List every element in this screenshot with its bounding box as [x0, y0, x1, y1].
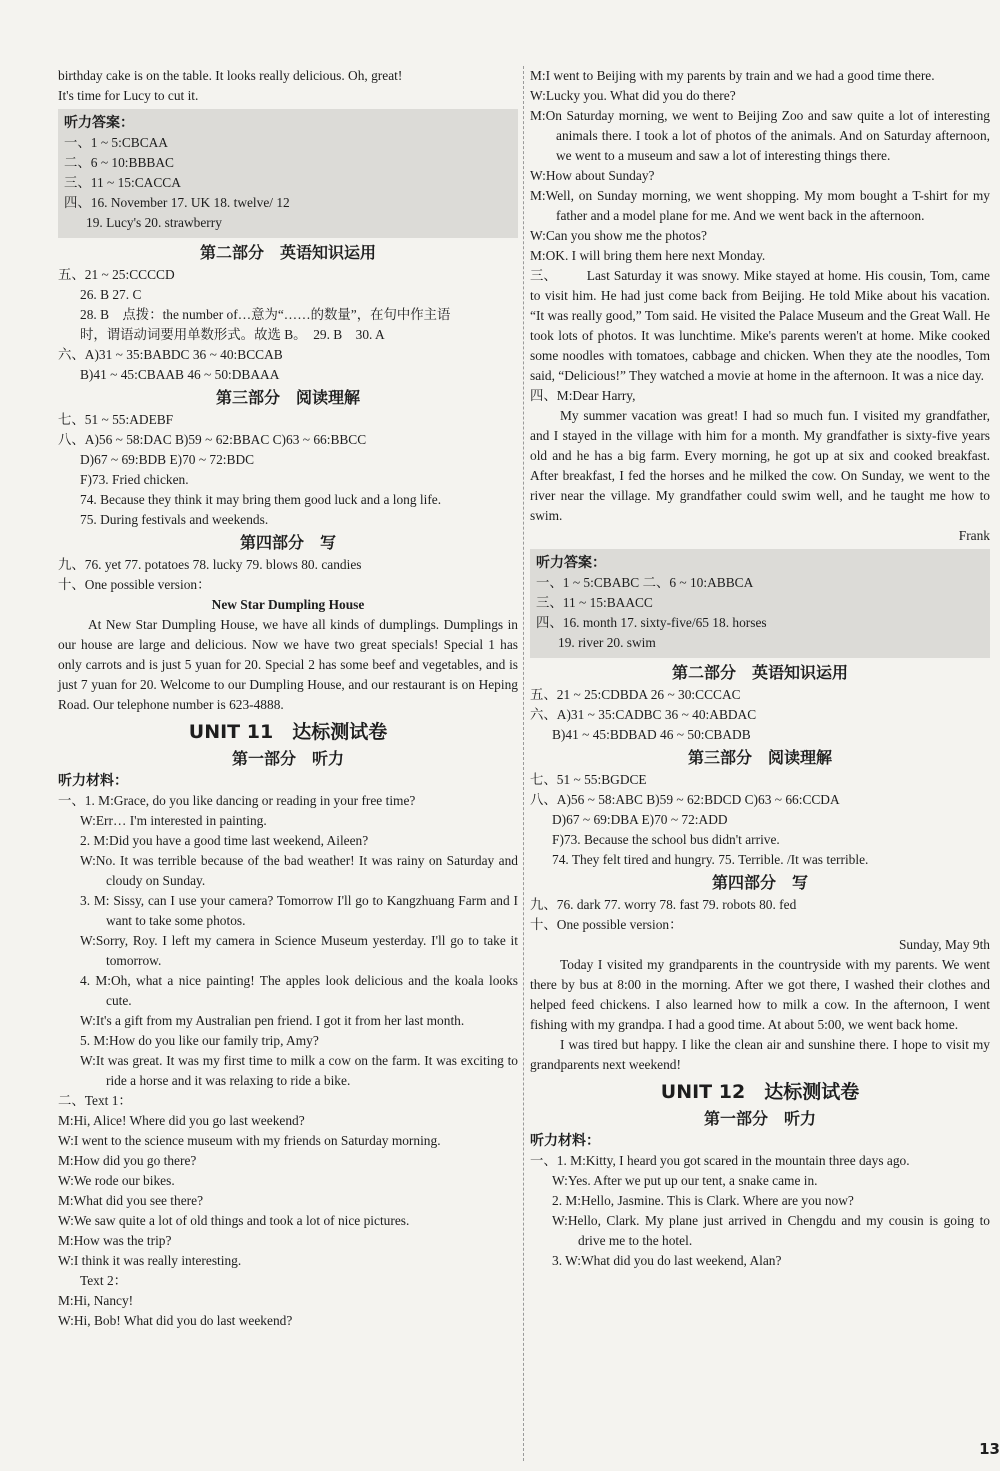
text-label: Text 2： [80, 1273, 128, 1288]
dialogue-line: W:Hi, Bob! What did you do last weekend? [58, 1313, 293, 1328]
dialogue-line: M:What did you see there? [58, 1193, 204, 1208]
essay-paragraph: Today I visited my grandparents in the countryside with my parents. We went there by bus at 8:00 in the morning. After we got there, I washed their clothes and helped feed chickens. I also learned how to milk a cow. In the afternoon, I went fishing with my grandpa. I had a good time. At about 5:00, we went back home. [530, 957, 990, 1032]
answer-line: 二、6 ~ 10:BBBAC [64, 155, 174, 170]
answer-line: 74. Because they think it may bring them good luck and a long life. [80, 492, 442, 507]
dialogue-line: M:How did you go there? [58, 1153, 197, 1168]
letter-signature: Frank [958, 528, 990, 543]
dialogue-line: 5. M:How do you like our family trip, Amy? [80, 1033, 319, 1048]
dialogue-line: 3. M: Sissy, can I use your camera? Tomorrow I'll go to Kangzhuang Farm and I want to take some photos. [80, 893, 518, 928]
answer-line: 一、1 ~ 5:CBCAA [64, 135, 168, 150]
answer-title: 听力答案： [536, 555, 606, 571]
listening-title: 听力材料： [58, 773, 128, 789]
answer-line: F)73. Fried chicken. [80, 472, 189, 487]
dialogue-line: 一、1. M:Kitty, I heard you got scared in the mountain three days ago. [530, 1153, 910, 1168]
text-label: 二、Text 1： [58, 1093, 132, 1108]
dialogue-line: W:I think it was really interesting. [58, 1253, 242, 1268]
dialogue-line: W:Yes. After we put up our tent, a snake came in. [552, 1173, 818, 1188]
page-number: 13 [979, 1440, 1000, 1458]
dialogue-line: M:OK. I will bring them here next Monday. [530, 248, 766, 263]
answer-line: B)41 ~ 45:CBAAB 46 ~ 50:DBAAA [80, 367, 280, 382]
answer-line: 七、51 ~ 55:ADEBF [58, 412, 174, 427]
dialogue-line: W:We saw quite a lot of old things and took a lot of nice pictures. [58, 1213, 410, 1228]
answer-box [530, 549, 990, 658]
dialogue-line: W:No. It was terrible because of the bad weather! It was rainy on Saturday and cloudy on Sunday. [80, 853, 518, 888]
answer-line: 十、One possible version： [58, 577, 211, 592]
answer-line: 时，谓语动词要用单数形式。故选 B。 29. B 30. A [80, 327, 385, 342]
answer-line: D)67 ~ 69:BDB E)70 ~ 72:BDC [80, 452, 255, 467]
answer-line: 19. Lucy's 20. strawberry [86, 215, 222, 230]
answer-line: 十、One possible version： [530, 917, 683, 932]
dialogue-line: 2. M:Did you have a good time last weekend, Aileen? [80, 833, 369, 848]
dialogue-line: W:Sorry, Roy. I left my camera in Science Museum yesterday. I'll go to take it tomorrow. [80, 933, 518, 968]
section-heading: 第三部分 阅读理解 [687, 748, 832, 767]
answer-line: 19. river 20. swim [558, 635, 656, 650]
dialogue-line: 4. M:Oh, what a nice painting! The apples look delicious and the koala looks cute. [80, 973, 518, 1008]
dialogue-line: 3. W:What did you do last weekend, Alan? [552, 1253, 782, 1268]
section-heading: 第四部分 写 [239, 533, 336, 552]
right-column [530, 66, 990, 1271]
text-line: birthday cake is on the table. It looks really delicious. Oh, great! [58, 68, 403, 83]
dialogue-line: M:Hi, Nancy! [58, 1293, 134, 1308]
dialogue-line: W:Can you show me the photos? [530, 228, 707, 243]
answer-line: F)73. Because the school bus didn't arrive. [552, 832, 780, 847]
dialogue-line: W:It's a gift from my Australian pen friend. I got it from her last month. [80, 1013, 465, 1028]
answer-line: 六、A)31 ~ 35:CADBC 36 ~ 40:ABDAC [530, 707, 757, 722]
essay-title: New Star Dumpling House [211, 597, 365, 612]
dialogue-line: W:How about Sunday? [530, 168, 655, 183]
dialogue-line: W:Err… I'm interested in painting. [80, 813, 267, 828]
dialogue-line: W:I went to the science museum with my friends on Saturday morning. [58, 1133, 441, 1148]
dialogue-line: W:We rode our bikes. [58, 1173, 175, 1188]
passage-paragraph: Last Saturday it was snowy. Mike stayed at home. His cousin, Tom, came to visit him. He had just come back from Beijing. He told Mike about his vacation. “It was really good,” Tom said. He visited the Palace Museum and the Great Wall. He took lots of photos. It was lunchtime. Mike's parents weren't at home. Mike cooked some noodles with tomatoes, cabbage and chicken. When they ate the noodles, Tom said, “Delicious!” They watched a movie at home in the afternoon. It was a nice day. [530, 268, 990, 383]
dialogue-line: W:It was great. It was my first time to milk a cow on the farm. It was exciting to ride a horse and it was relaxing to ride a bike. [80, 1053, 518, 1088]
dialogue-line: M:I went to Beijing with my parents by train and we had a good time there. [530, 68, 935, 83]
passage-three [530, 266, 990, 386]
answer-line: 一、1 ~ 5:CBABC 二、6 ~ 10:ABBCA [536, 575, 754, 590]
section-heading: 第一部分 听力 [703, 1109, 816, 1128]
dialogue-line: M:On Saturday morning, we went to Beijing Zoo and saw quite a lot of interesting animals there. I took a lot of photos of the animals. And on Saturday afternoon, we went to a museum and saw a lot of interesting things there. [530, 108, 990, 163]
answer-line: 五、21 ~ 25:CCCCD [58, 267, 175, 282]
column-divider [523, 66, 524, 1461]
answer-line: 九、76. yet 77. potatoes 78. lucky 79. blows 80. candies [58, 557, 362, 572]
dialogue-line: W:Lucky you. What did you do there? [530, 88, 736, 103]
answer-line: D)67 ~ 69:DBA E)70 ~ 72:ADD [552, 812, 728, 827]
text-line: It's time for Lucy to cut it. [58, 88, 199, 103]
dialogue-line: M:Well, on Sunday morning, we went shopping. My mom bought a T-shirt for my father and a model plane for me. And we went back in the afternoon. [530, 188, 990, 223]
essay-paragraph: I was tired but happy. I like the clean air and sunshine there. I hope to visit my grandparents next weekend! [530, 1037, 990, 1072]
listening-title: 听力材料： [530, 1133, 600, 1149]
answer-line: 九、76. dark 77. worry 78. fast 79. robots 80. fed [530, 897, 797, 912]
unit-heading: UNIT 12 达标测试卷 [660, 1081, 860, 1103]
essay-paragraph: At New Star Dumpling House, we have all kinds of dumplings. Dumplings in our house are large and delicious. Now we have two great specials! Special 1 has only carrots and is just 5 yuan for 20. Special 2 has some beef and vegetables, and is just 7 yuan for 20. Welcome to our Dumpling House, and our restaurant is on Heping Road. Our telephone number is 623-4888. [58, 617, 518, 712]
left-column [58, 66, 518, 1331]
answer-box [58, 109, 518, 238]
answer-line: 75. During festivals and weekends. [80, 512, 269, 527]
answer-line: 八、A)56 ~ 58:DAC B)59 ~ 62:BBAC C)63 ~ 66:BBCC [58, 432, 367, 447]
answer-line: 28. B 点拨：the number of…意为“……的数量”，在句中作主语 [80, 307, 451, 322]
diary-date: Sunday, May 9th [898, 937, 990, 952]
answer-line: B)41 ~ 45:BDBAD 46 ~ 50:CBADB [552, 727, 751, 742]
answer-line: 五、21 ~ 25:CDBDA 26 ~ 30:CCCAC [530, 687, 741, 702]
section-heading: 第三部分 阅读理解 [215, 388, 360, 407]
answer-title: 听力答案： [64, 115, 134, 131]
answer-line: 八、A)56 ~ 58:ABC B)59 ~ 62:BDCD C)63 ~ 66:CCDA [530, 792, 840, 807]
answer-line: 三、11 ~ 15:CACCA [64, 175, 181, 190]
section-heading: 第二部分 英语知识运用 [671, 663, 848, 682]
dialogue-line: 一、1. M:Grace, do you like dancing or reading in your free time? [58, 793, 416, 808]
answer-line: 七、51 ~ 55:BGDCE [530, 772, 647, 787]
answer-line: 四、16. month 17. sixty-five/65 18. horses [536, 615, 767, 630]
letter-paragraph: My summer vacation was great! I had so much fun. I visited my grandfather, and I stayed in the village with him for a month. My grandfather is sixty-five years old and he has a big farm. Every morning, he got up at six and cooked breakfast. After breakfast, I fed the horses and he milked the cow. On Sunday, we went to the river near the village. My grandfather could swim well, and he taught me how to swim. [530, 408, 990, 523]
answer-line: 六、A)31 ~ 35:BABDC 36 ~ 40:BCCAB [58, 347, 283, 362]
answer-line: 26. B 27. C [80, 287, 142, 302]
letter-greeting: 四、M:Dear Harry, [530, 388, 636, 403]
dialogue-line: 2. M:Hello, Jasmine. This is Clark. Where are you now? [552, 1193, 854, 1208]
answer-line: 三、11 ~ 15:BAACC [536, 595, 653, 610]
section-heading: 第四部分 写 [711, 873, 808, 892]
answer-line: 74. They felt tired and hungry. 75. Terrible. /It was terrible. [552, 852, 869, 867]
unit-heading: UNIT 11 达标测试卷 [188, 721, 388, 743]
section-heading: 第二部分 英语知识运用 [199, 243, 376, 262]
section-label: 三、 [530, 268, 557, 283]
dialogue-line: M:How was the trip? [58, 1233, 172, 1248]
section-heading: 第一部分 听力 [231, 749, 344, 768]
dialogue-line: M:Hi, Alice! Where did you go last weekend? [58, 1113, 305, 1128]
dialogue-line: W:Hello, Clark. My plane just arrived in Chengdu and my cousin is going to drive me to the hotel. [552, 1213, 990, 1248]
answer-line: 四、16. November 17. UK 18. twelve/ 12 [64, 195, 290, 210]
